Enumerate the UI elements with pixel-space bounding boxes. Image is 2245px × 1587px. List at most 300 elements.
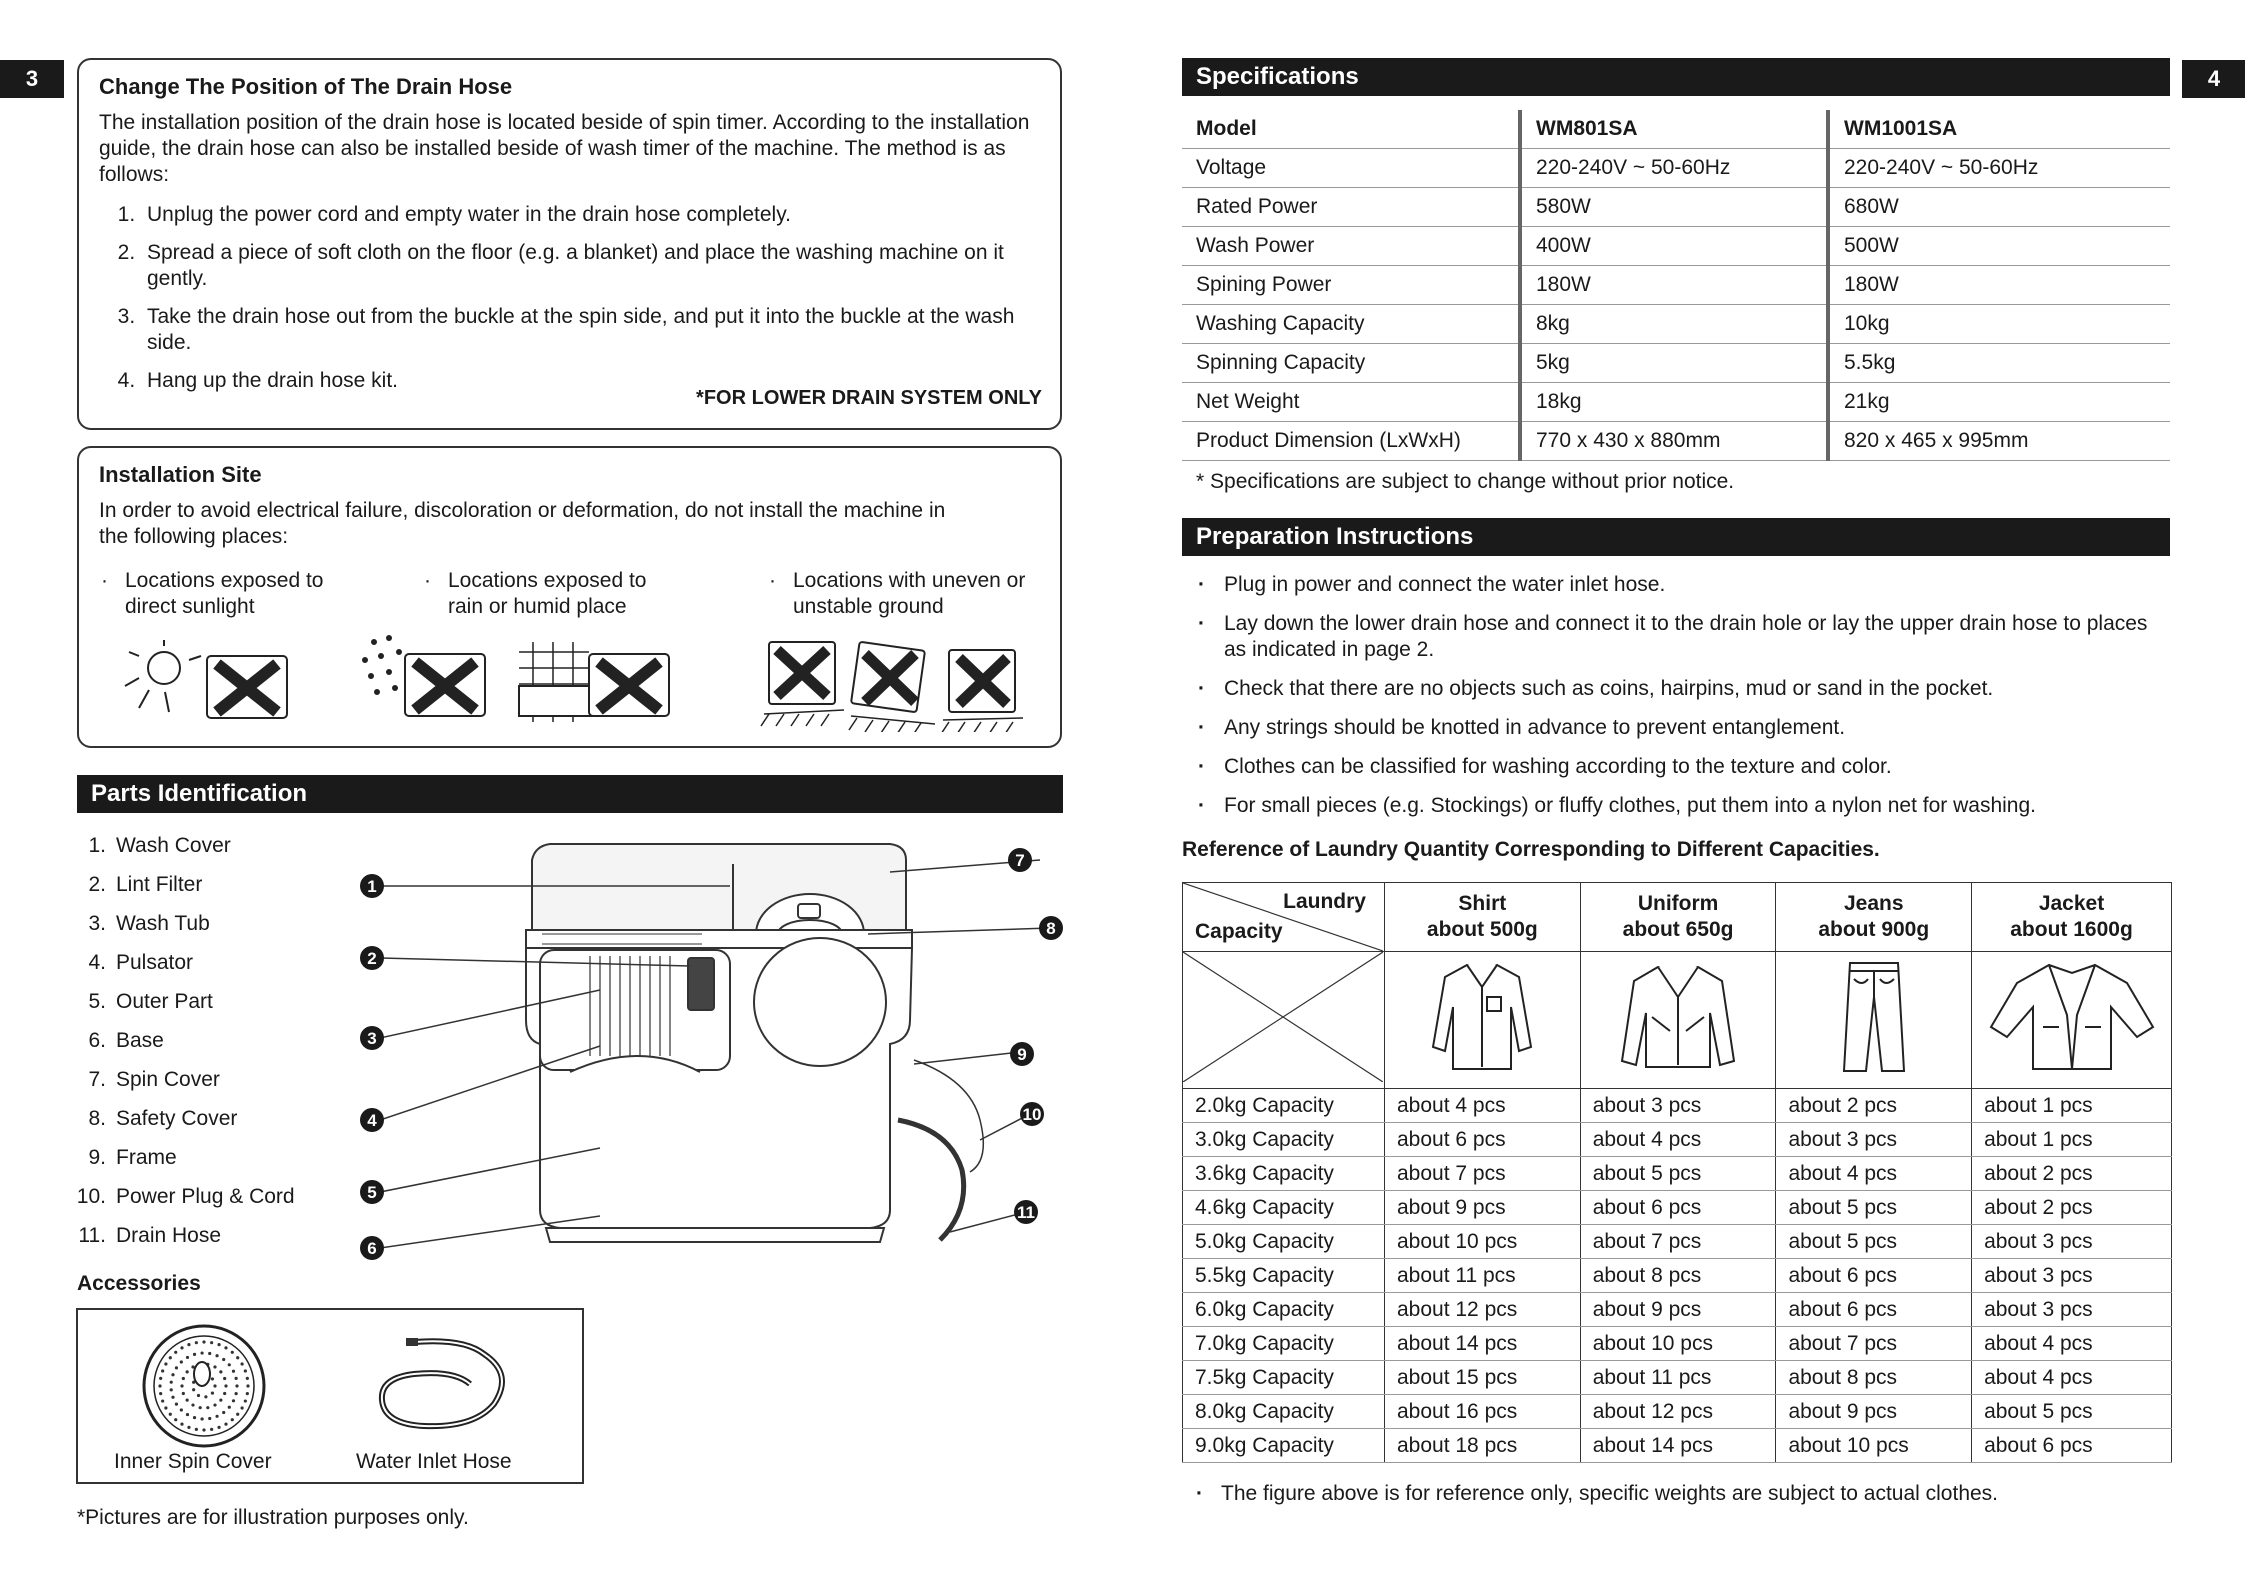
quantity-cell: about 5 pcs xyxy=(1972,1395,2172,1429)
preparation-bullet: · Any strings should be knotted in advance to prevent entanglement. xyxy=(1196,715,2174,741)
quantity-cell: about 4 pcs xyxy=(1580,1123,1776,1157)
washer-rain-icon xyxy=(405,654,485,716)
parts-item-label: Spin Cover xyxy=(116,1068,220,1091)
perforation-dot xyxy=(215,1354,218,1357)
perforation-dot xyxy=(228,1363,231,1366)
perforation-dot xyxy=(217,1343,220,1346)
spec-cell: 680W xyxy=(1828,188,2170,227)
quantity-cell: about 2 pcs xyxy=(1972,1157,2172,1191)
capacity-cell: 4.6kg Capacity xyxy=(1183,1191,1385,1225)
perforation-dot xyxy=(200,1417,203,1420)
parts-list-item xyxy=(54,826,295,865)
perforation-dot xyxy=(180,1384,183,1387)
svg-text:5: 5 xyxy=(367,1183,377,1202)
table-row xyxy=(1183,1259,2172,1293)
washing-machine-diagram xyxy=(350,840,1080,1270)
callout-9 xyxy=(1010,1042,1034,1066)
svg-text:10: 10 xyxy=(1022,1105,1042,1124)
perforation-dot xyxy=(186,1399,189,1402)
perforation-dot xyxy=(210,1341,213,1344)
callout-4 xyxy=(360,1108,384,1132)
parts-item-label: Wash Cover xyxy=(116,834,231,857)
drain-hose-section xyxy=(77,58,1062,430)
spec-header-cell: Model xyxy=(1182,110,1520,149)
quantity-cell: about 18 pcs xyxy=(1384,1429,1580,1463)
spec-cell: Net Weight xyxy=(1182,383,1520,422)
table-row xyxy=(1183,1327,2172,1361)
parts-item-number: 9. xyxy=(88,1146,106,1169)
parts-item-number: 5. xyxy=(88,990,106,1013)
perforation-dot xyxy=(213,1365,216,1368)
perforation-dot xyxy=(246,1384,249,1387)
step-item: 4. Hang up the drain hose kit. xyxy=(141,368,1040,394)
specifications-header: Specifications xyxy=(1182,58,2170,96)
parts-item-number: 2. xyxy=(88,873,106,896)
parts-list-item xyxy=(54,1177,295,1216)
page-number-left: 3 xyxy=(0,60,64,98)
spec-cell: 8kg xyxy=(1520,305,1828,344)
perforation-dot xyxy=(200,1351,203,1354)
capacity-corner-label: Capacity xyxy=(1195,920,1283,943)
quantity-cell: about 14 pcs xyxy=(1384,1327,1580,1361)
cross-lines-icon xyxy=(1183,952,1383,1082)
laundry-header-row xyxy=(1183,883,2172,952)
perforation-dot xyxy=(213,1384,216,1387)
pictures-footnote: *Pictures are for illustration purposes only. xyxy=(77,1506,469,1529)
perforation-dot xyxy=(175,1366,178,1369)
spec-header-row xyxy=(1182,110,2170,149)
laundry-corner-cell xyxy=(1183,883,1385,952)
quantity-cell: about 6 pcs xyxy=(1580,1191,1776,1225)
preparation-bullet: · For small pieces (e.g. Stockings) or fluffy clothes, put them into a nylon net for washing. xyxy=(1196,793,2174,819)
svg-text:1: 1 xyxy=(367,877,377,896)
parts-list-item xyxy=(54,904,295,943)
capacity-cell: 3.6kg Capacity xyxy=(1183,1157,1385,1191)
perforation-dot xyxy=(204,1395,207,1398)
spec-cell: 10kg xyxy=(1828,305,2170,344)
quantity-cell: about 10 pcs xyxy=(1776,1429,1972,1463)
quantity-cell: about 8 pcs xyxy=(1580,1259,1776,1293)
shirt-icon xyxy=(1427,957,1537,1077)
callout-5 xyxy=(360,1180,384,1204)
perforation-dot xyxy=(235,1377,238,1380)
washer-sunlight-icon xyxy=(207,656,287,718)
perforation-dot xyxy=(223,1392,226,1395)
capacity-cell: 3.0kg Capacity xyxy=(1183,1123,1385,1157)
column-header-uniform: Uniform about 650g xyxy=(1580,883,1776,952)
parts-list-item xyxy=(54,1138,295,1177)
quantity-cell: about 11 pcs xyxy=(1580,1361,1776,1395)
quantity-cell: about 6 pcs xyxy=(1776,1259,1972,1293)
perforation-dot xyxy=(232,1399,235,1402)
location-sunlight: · Locations exposed to direct sunlight xyxy=(101,569,324,618)
perforation-dot xyxy=(232,1370,235,1373)
quantity-cell: about 7 pcs xyxy=(1776,1327,1972,1361)
spec-header-cell: WM801SA xyxy=(1520,110,1828,149)
preparation-bullet: · Check that there are no objects such as coins, hairpins, mud or sand in the pocket. xyxy=(1196,676,2174,702)
perforation-dot xyxy=(224,1384,227,1387)
perforation-dot xyxy=(235,1392,238,1395)
perforation-dot xyxy=(210,1428,213,1431)
specifications-note: * Specifications are subject to change without prior notice. xyxy=(1196,470,1735,493)
capacity-cell: 8.0kg Capacity xyxy=(1183,1395,1385,1429)
perforation-dot xyxy=(228,1406,231,1409)
quantity-cell: about 9 pcs xyxy=(1580,1293,1776,1327)
perforation-dot xyxy=(246,1392,249,1395)
perforation-dot xyxy=(161,1369,164,1372)
parts-item-label: Pulsator xyxy=(116,951,194,974)
spec-row xyxy=(1182,227,2170,266)
perforation-dot xyxy=(193,1353,196,1356)
step-item: 2. Spread a piece of soft cloth on the floor (e.g. a blanket) and place the washing machine on it gently. xyxy=(141,240,1040,292)
spec-cell: 21kg xyxy=(1828,383,2170,422)
perforation-dot xyxy=(199,1406,202,1409)
quantity-cell: about 5 pcs xyxy=(1580,1157,1776,1191)
perforation-dot xyxy=(159,1392,162,1395)
inner-spin-cover-icon xyxy=(134,1322,274,1450)
perforation-dot xyxy=(171,1373,174,1376)
perforation-dot xyxy=(222,1411,225,1414)
quantity-cell: about 3 pcs xyxy=(1580,1089,1776,1123)
uniform-image-cell xyxy=(1580,952,1776,1089)
quantity-cell: about 15 pcs xyxy=(1384,1361,1580,1395)
quantity-cell: about 10 pcs xyxy=(1580,1327,1776,1361)
quantity-cell: about 5 pcs xyxy=(1776,1225,1972,1259)
perforation-dot xyxy=(180,1408,183,1411)
spec-cell: 770 x 430 x 880mm xyxy=(1520,422,1828,461)
empty-cross-cell xyxy=(1183,952,1385,1089)
spec-row xyxy=(1182,305,2170,344)
perforation-dot xyxy=(159,1377,162,1380)
parts-item-label: Lint Filter xyxy=(116,873,203,896)
step-item: 1. Unplug the power cord and empty water in the drain hose completely. xyxy=(141,202,1040,228)
quantity-cell: about 14 pcs xyxy=(1580,1429,1776,1463)
perforation-dot xyxy=(219,1370,222,1373)
quantity-cell: about 12 pcs xyxy=(1384,1293,1580,1327)
perforation-dot xyxy=(224,1423,227,1426)
parts-item-number: 7. xyxy=(88,1068,106,1091)
spec-cell: Rated Power xyxy=(1182,188,1520,227)
preparation-bullet: · Plug in power and connect the water inlet hose. xyxy=(1196,572,2174,598)
column-header-jeans: Jeans about 900g xyxy=(1776,883,1972,952)
svg-text:3: 3 xyxy=(367,1029,377,1048)
quantity-cell: about 3 pcs xyxy=(1972,1259,2172,1293)
capacity-cell: 5.0kg Capacity xyxy=(1183,1225,1385,1259)
perforation-dot xyxy=(175,1403,178,1406)
table-row xyxy=(1183,1361,2172,1395)
perforation-dot xyxy=(164,1362,167,1365)
perforation-dot xyxy=(182,1377,185,1380)
spec-cell: 18kg xyxy=(1520,383,1828,422)
perforation-dot xyxy=(195,1428,198,1431)
callout-10 xyxy=(1020,1102,1044,1126)
spec-row xyxy=(1182,188,2170,227)
perforation-dot xyxy=(192,1388,195,1391)
perforation-dot xyxy=(187,1426,190,1429)
preparation-bullet: · Clothes can be classified for washing according to the texture and color. xyxy=(1196,754,2174,780)
perforation-dot xyxy=(187,1343,190,1346)
quantity-cell: about 11 pcs xyxy=(1384,1259,1580,1293)
spec-cell: 400W xyxy=(1520,227,1828,266)
table-row xyxy=(1183,1123,2172,1157)
callout-1 xyxy=(360,874,384,898)
spec-cell: 220-240V ~ 50-60Hz xyxy=(1828,149,2170,188)
perforation-dot xyxy=(208,1417,211,1420)
perforation-dot xyxy=(241,1406,244,1409)
callout-6 xyxy=(360,1236,384,1260)
parts-list-item xyxy=(54,1216,295,1255)
spec-cell: 580W xyxy=(1520,188,1828,227)
jeans-image-cell xyxy=(1776,952,1972,1089)
spec-cell: 5kg xyxy=(1520,344,1828,383)
quantity-cell: about 8 pcs xyxy=(1776,1361,1972,1395)
table-row xyxy=(1183,1429,2172,1463)
quantity-cell: about 3 pcs xyxy=(1972,1225,2172,1259)
capacity-cell: 5.5kg Capacity xyxy=(1183,1259,1385,1293)
spec-cell: Product Dimension (LxWxH) xyxy=(1182,422,1520,461)
quantity-cell: about 10 pcs xyxy=(1384,1225,1580,1259)
quantity-cell: about 3 pcs xyxy=(1776,1123,1972,1157)
step-item: 3. Take the drain hose out from the buckle at the spin side, and put it into the buckle at the wash side. xyxy=(141,304,1040,356)
quantity-cell: about 1 pcs xyxy=(1972,1089,2172,1123)
laundry-quantity-table xyxy=(1182,882,2172,1463)
perforation-dot xyxy=(197,1394,200,1397)
washer-bathroom-icon xyxy=(589,654,669,716)
capacity-cell: 7.0kg Capacity xyxy=(1183,1327,1385,1361)
perforation-dot xyxy=(211,1377,214,1380)
perforation-dot xyxy=(211,1391,214,1394)
spec-cell: 820 x 465 x 995mm xyxy=(1828,422,2170,461)
quantity-cell: about 6 pcs xyxy=(1776,1293,1972,1327)
quantity-cell: about 16 pcs xyxy=(1384,1395,1580,1429)
svg-text:8: 8 xyxy=(1046,919,1056,938)
inner-spin-cover-label: Inner Spin Cover xyxy=(114,1450,272,1473)
quantity-cell: about 6 pcs xyxy=(1972,1429,2172,1463)
accessories-box xyxy=(76,1308,584,1484)
quantity-cell: about 1 pcs xyxy=(1972,1123,2172,1157)
perforation-dot xyxy=(171,1396,174,1399)
spec-cell: Spining Power xyxy=(1182,266,1520,305)
perforation-dot xyxy=(231,1351,234,1354)
laundry-image-row xyxy=(1183,952,2172,1089)
parts-item-label: Frame xyxy=(116,1146,177,1169)
parts-list-item xyxy=(54,1060,295,1099)
perforation-dot xyxy=(186,1413,189,1416)
preparation-bullets xyxy=(1196,572,2174,832)
callout-8 xyxy=(1039,916,1063,940)
perforation-dot xyxy=(186,1370,189,1373)
table-row xyxy=(1183,1225,2172,1259)
accessories-title: Accessories xyxy=(77,1272,201,1295)
perforation-dot xyxy=(164,1406,167,1409)
parts-item-number: 6. xyxy=(88,1029,106,1052)
parts-item-number: 3. xyxy=(88,912,106,935)
callout-7 xyxy=(1008,848,1032,872)
drain-hose-steps xyxy=(99,202,1040,394)
perforation-dot xyxy=(195,1341,198,1344)
parts-item-number: 8. xyxy=(88,1107,106,1130)
drain-hose-title: Change The Position of The Drain Hose xyxy=(99,74,513,99)
perforation-dot xyxy=(170,1388,173,1391)
svg-text:2: 2 xyxy=(367,949,377,968)
perforation-dot xyxy=(241,1362,244,1365)
table-row xyxy=(1183,1157,2172,1191)
capacity-cell: 2.0kg Capacity xyxy=(1183,1089,1385,1123)
perforation-dot xyxy=(235,1384,238,1387)
table-row xyxy=(1183,1395,2172,1429)
perforation-dot xyxy=(169,1356,172,1359)
parts-item-label: Safety Cover xyxy=(116,1107,238,1130)
spec-row xyxy=(1182,149,2170,188)
spec-cell: 220-240V ~ 50-60Hz xyxy=(1520,149,1828,188)
parts-item-label: Drain Hose xyxy=(116,1224,222,1247)
spec-cell: Voltage xyxy=(1182,149,1520,188)
spec-cell: 180W xyxy=(1828,266,2170,305)
parts-item-label: Wash Tub xyxy=(116,912,210,935)
capacity-cell: 6.0kg Capacity xyxy=(1183,1293,1385,1327)
location-rain: · Locations exposed to rain or humid place xyxy=(424,569,647,618)
parts-list-item xyxy=(54,1099,295,1138)
spec-cell: 5.5kg xyxy=(1828,344,2170,383)
location-uneven: · Locations with uneven or unstable ground xyxy=(769,569,1026,618)
parts-list-item xyxy=(54,865,295,904)
spec-cell: 180W xyxy=(1520,266,1828,305)
laundry-corner-label: Laundry xyxy=(1283,890,1366,913)
parts-item-label: Power Plug & Cord xyxy=(116,1185,295,1208)
perforation-dot xyxy=(246,1377,249,1380)
water-inlet-hose-label: Water Inlet Hose xyxy=(356,1450,512,1473)
spec-row xyxy=(1182,383,2170,422)
quantity-cell: about 2 pcs xyxy=(1972,1191,2172,1225)
column-header-shirt: Shirt about 500g xyxy=(1384,883,1580,952)
perforation-dot xyxy=(202,1340,205,1343)
parts-item-label: Outer Part xyxy=(116,990,213,1013)
quantity-cell: about 5 pcs xyxy=(1776,1191,1972,1225)
spec-row xyxy=(1182,344,2170,383)
callout-3 xyxy=(360,1026,384,1050)
perforation-dot xyxy=(244,1369,247,1372)
svg-text:7: 7 xyxy=(1015,851,1025,870)
jeans-icon xyxy=(1834,957,1914,1077)
perforation-dot xyxy=(180,1346,183,1349)
laundry-reference-title: Reference of Laundry Quantity Corresponding to Different Capacities. xyxy=(1182,838,1880,861)
svg-text:4: 4 xyxy=(367,1111,377,1130)
quantity-cell: about 12 pcs xyxy=(1580,1395,1776,1429)
perforation-dot xyxy=(223,1377,226,1380)
parts-item-number: 10. xyxy=(76,1185,106,1208)
parts-item-number: 11. xyxy=(78,1224,106,1247)
installation-site-title: Installation Site xyxy=(99,462,262,487)
preparation-header: Preparation Instructions xyxy=(1182,518,2170,556)
quantity-cell: about 4 pcs xyxy=(1972,1361,2172,1395)
parts-item-number: 4. xyxy=(88,951,106,974)
perforation-dot xyxy=(215,1415,218,1418)
perforation-dot xyxy=(231,1418,234,1421)
perforation-dot xyxy=(202,1428,205,1431)
perforation-dot xyxy=(213,1403,216,1406)
perforation-dot xyxy=(180,1423,183,1426)
column-header-jacket: Jacket about 1600g xyxy=(1972,883,2172,952)
parts-list-item xyxy=(54,982,295,1021)
parts-list-item xyxy=(54,1021,295,1060)
quantity-cell: about 7 pcs xyxy=(1384,1157,1580,1191)
quantity-cell: about 9 pcs xyxy=(1384,1191,1580,1225)
perforation-dot xyxy=(170,1381,173,1384)
spec-cell: Spinning Capacity xyxy=(1182,344,1520,383)
spec-header-cell: WM1001SA xyxy=(1828,110,2170,149)
perforation-dot xyxy=(208,1352,211,1355)
perforation-dot xyxy=(174,1418,177,1421)
preparation-bullet: · Lay down the lower drain hose and connect it to the drain hole or lay the upper drain hose to places as indicated in page 2. xyxy=(1196,611,2174,663)
parts-item-label: Base xyxy=(116,1029,164,1052)
perforation-dot xyxy=(186,1356,189,1359)
quantity-cell: about 4 pcs xyxy=(1776,1157,1972,1191)
perforation-dot xyxy=(161,1399,164,1402)
capacity-cell: 9.0kg Capacity xyxy=(1183,1429,1385,1463)
perforation-dot xyxy=(158,1384,161,1387)
installation-site-intro: In order to avoid electrical failure, discoloration or deformation, do not install the machine in the following places: xyxy=(99,499,946,548)
jacket-image-cell xyxy=(1972,952,2172,1089)
perforation-dot xyxy=(191,1403,194,1406)
perforation-dot xyxy=(182,1392,185,1395)
capacity-cell: 7.5kg Capacity xyxy=(1183,1361,1385,1395)
callout-11 xyxy=(1014,1200,1038,1224)
installation-site-illustrations xyxy=(109,632,1039,732)
spec-row xyxy=(1182,422,2170,461)
sun-icon xyxy=(125,640,201,712)
perforation-dot xyxy=(222,1358,225,1361)
table-row xyxy=(1183,1293,2172,1327)
spec-cell: Wash Power xyxy=(1182,227,1520,266)
parts-list-item xyxy=(54,943,295,982)
spec-cell: 500W xyxy=(1828,227,2170,266)
specifications-table xyxy=(1182,110,2170,461)
quantity-cell: about 7 pcs xyxy=(1580,1225,1776,1259)
washing-machine-icon xyxy=(526,844,983,1242)
blazer-icon xyxy=(1987,957,2157,1077)
lower-drain-note: *FOR LOWER DRAIN SYSTEM ONLY xyxy=(696,387,1042,409)
quantity-cell: about 6 pcs xyxy=(1384,1123,1580,1157)
svg-text:6: 6 xyxy=(367,1239,377,1258)
callout-2 xyxy=(360,946,384,970)
perforation-dot xyxy=(169,1413,172,1416)
perforation-dot xyxy=(193,1416,196,1419)
rain-icon xyxy=(362,635,402,695)
spec-cell: Washing Capacity xyxy=(1182,305,1520,344)
table-row xyxy=(1183,1191,2172,1225)
quantity-cell: about 9 pcs xyxy=(1776,1395,1972,1429)
perforation-dot xyxy=(180,1360,183,1363)
table-row xyxy=(1183,1089,2172,1123)
parts-item-number: 1. xyxy=(88,834,106,857)
perforation-dot xyxy=(236,1356,239,1359)
quantity-cell: about 4 pcs xyxy=(1384,1089,1580,1123)
washer-uneven-icons xyxy=(761,642,1023,732)
perforation-dot xyxy=(217,1426,220,1429)
laundry-reference-note: · The figure above is for reference only, specific weights are subject to actual clothes. xyxy=(1196,1482,1999,1505)
quantity-cell: about 3 pcs xyxy=(1972,1293,2172,1327)
perforation-dot xyxy=(206,1406,209,1409)
page-number-right: 4 xyxy=(2182,60,2245,98)
perforation-dot xyxy=(174,1351,177,1354)
quantity-cell: about 2 pcs xyxy=(1776,1089,1972,1123)
parts-identification-header: Parts Identification xyxy=(77,775,1063,813)
drain-hose-intro: The installation position of the drain hose is located beside of spin timer. According to the installation guide, the drain hose can also be installed beside of wash timer of the machine. The method is as follows: xyxy=(99,111,1030,186)
perforation-dot xyxy=(244,1399,247,1402)
svg-text:11: 11 xyxy=(1017,1203,1035,1222)
shirt-image-cell xyxy=(1384,952,1580,1089)
water-inlet-hose-icon xyxy=(374,1334,514,1434)
